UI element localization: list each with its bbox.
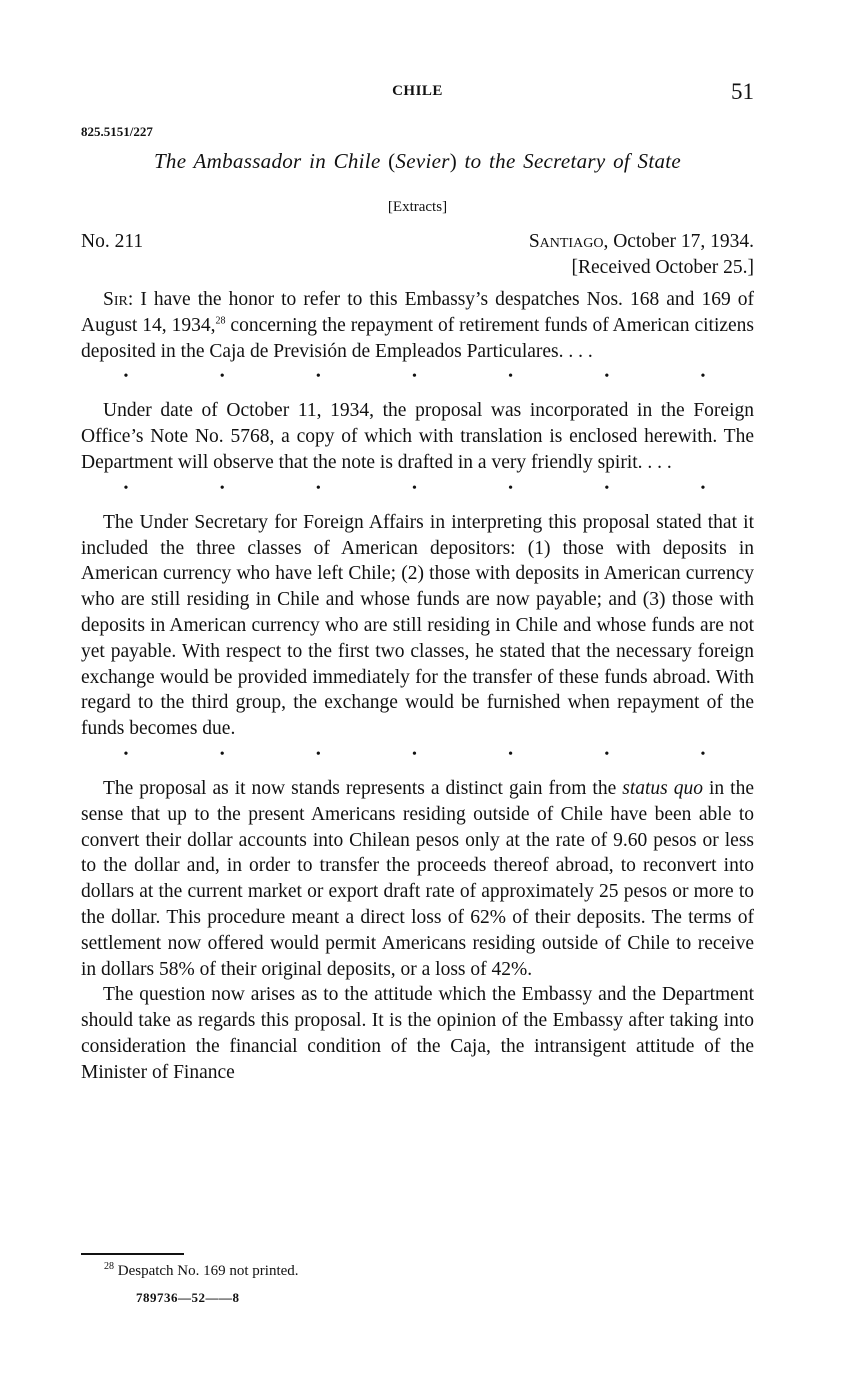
footnote-divider xyxy=(81,1253,184,1255)
ellipsis-dot: • xyxy=(219,480,225,496)
page-number: 51 xyxy=(731,79,754,104)
document-title xyxy=(81,149,754,174)
paragraph-1-text-b: concerning the repayment of retirement funds of American citizens deposited in the Caja de Previsión de Empleados Particulares. . . . xyxy=(81,314,755,362)
despatch-number: No. 211 xyxy=(81,231,144,252)
ellipsis-dot: • xyxy=(508,746,514,762)
footnote xyxy=(104,1263,299,1280)
received-note: [Received October 25.] xyxy=(571,257,754,278)
ellipsis-dot: • xyxy=(412,369,417,385)
footnote-reference: 28 xyxy=(215,315,226,327)
ellipsis-dot: • xyxy=(412,746,417,762)
paragraph-1-text-a: : I have the honor to refer to this Embassy’s despatches Nos. 168 and 169 of August 14, 1934, xyxy=(81,289,754,336)
ellipsis-dot: • xyxy=(315,480,321,496)
document-page xyxy=(81,0,754,1379)
paragraph-4-text-b: in the sense that up to the present Americans residing outside of Chile have been able to convert their dollar accounts into Chilean pesos only at the rate of 9.60 pesos or less to the dollar and, in order to transfer the proceeds thereof abroad, to reconvert into dollars at the current market or export draft rate of approximately 25 pesos or more to the dollar. This procedure meant a direct loss of 62% of their deposits. The terms of settlement now offered would permit Americans residing outside of Chile to receive in dollars 58% of their original deposits, or a loss of 42%. xyxy=(81,777,754,980)
paragraph-4 xyxy=(81,776,754,982)
title-paren-close: ) xyxy=(449,149,457,173)
paragraph-2: Under date of October 11, 1934, the proposal was incorporated in the Foreign Office’s Note No. 5768, a copy of which with translation is enclosed herewith. The Department will observe that the note is drafted in a very friendly spirit. . . . xyxy=(81,400,754,473)
ellipsis-dot: • xyxy=(508,480,514,496)
ellipsis-row-3 xyxy=(81,742,754,768)
ellipsis-dot: • xyxy=(604,480,610,496)
running-title: CHILE xyxy=(392,83,443,99)
ellipsis-dot: • xyxy=(700,369,706,385)
print-code: 789736—52——8 xyxy=(136,1290,240,1305)
ellipsis-dot: • xyxy=(219,369,225,385)
paragraph-1 xyxy=(81,287,754,364)
ellipsis-dot: • xyxy=(315,369,321,385)
place-name: Santiago xyxy=(528,231,604,252)
ellipsis-row-1 xyxy=(81,364,754,390)
title-paren-open: ( xyxy=(388,149,396,173)
salutation: Sir xyxy=(103,289,128,310)
ellipsis-dot: • xyxy=(123,480,129,496)
letter-body xyxy=(81,287,754,1086)
ellipsis-dot: • xyxy=(604,369,610,385)
footnote-text: Despatch No. 169 not printed. xyxy=(114,1263,299,1279)
ellipsis-dot: • xyxy=(123,746,129,762)
ellipsis-dot: • xyxy=(700,746,706,762)
ellipsis-dot: • xyxy=(700,480,706,496)
title-part-b: to the Secretary of State xyxy=(457,149,682,173)
dateline xyxy=(81,231,754,283)
ellipsis-dot: • xyxy=(412,480,417,496)
ellipsis-row-2 xyxy=(81,476,754,502)
ellipsis-dot: • xyxy=(508,369,514,385)
file-number: 825.5151/227 xyxy=(81,124,153,139)
title-part-a: The Ambassador in Chile xyxy=(153,149,389,173)
place-date xyxy=(529,231,754,253)
ellipsis-dot: • xyxy=(604,746,610,762)
paragraph-3: The Under Secretary for Foreign Affairs in interpreting this proposal stated that it included the three classes of American depositors: (1) those with deposits in American currency who have left Chile; (2) those with deposits in American currency who are still residing in Chile and whose funds are now payable; and (3) those with deposits in American currency who are still residing in Chile and whose funds are not yet payable. With respect to the first two classes, he stated that the necessary foreign exchange would be provided immediately for the transfer of these funds abroad. With regard to the third group, the exchange would be furnished when repayment of the funds becomes due. xyxy=(81,511,754,740)
extracts-label: [Extracts] xyxy=(387,199,448,215)
date-text: , October 17, 1934. xyxy=(603,231,754,252)
footnote-number: 28 xyxy=(104,1261,114,1272)
ellipsis-dot: • xyxy=(219,746,225,762)
paragraph-4-text-a: The proposal as it now stands represents a distinct gain from the xyxy=(103,777,623,799)
ellipsis-dot: • xyxy=(123,369,129,385)
paragraph-5: The question now arises as to the attitude which the Embassy and the Department should take as regards this proposal. It is the opinion of the Embassy after taking into consideration the financial condition of the Caja, the intransigent attitude of the Minister of Finance xyxy=(81,984,754,1083)
title-name: Sevier xyxy=(395,149,450,173)
running-header xyxy=(81,80,754,104)
status-quo-italic: status quo xyxy=(622,777,704,799)
ellipsis-dot: • xyxy=(315,746,321,762)
